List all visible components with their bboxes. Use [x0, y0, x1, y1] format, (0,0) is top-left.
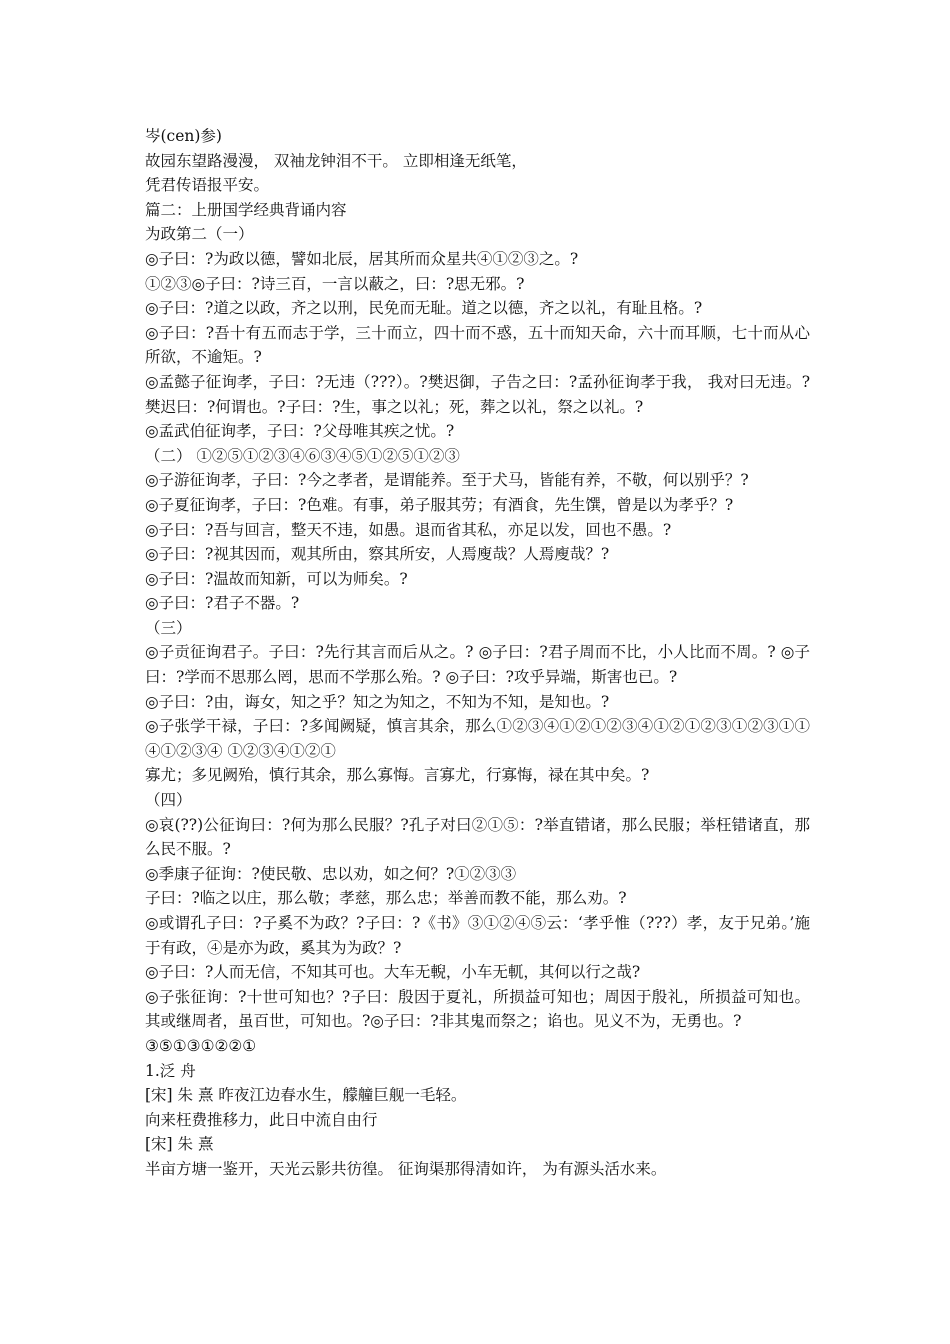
poem-line: 向来枉费推移力，此日中流自由行 [145, 1110, 378, 1129]
text-line: ◎子曰：?吾与回言，整天不违，如愚。退而省其私，亦足以发，回也不愚。? [145, 520, 672, 539]
text-paragraph: ◎或谓孔子曰：?子奚不为政？?子曰：?《书》③①②④⑤云：‘孝乎惟（???）孝，友于兄弟。’施于有政，④是亦为政，奚其为为政？? [145, 914, 810, 957]
section-heading: （四） [145, 791, 192, 810]
text-line: ◎子曰：?道之以政，齐之以刑，民免而无耻。道之以德，齐之以礼，有耻且格。? [145, 299, 703, 318]
chapter-heading: 为政第二（一） [145, 225, 254, 244]
text-line: ③⑤①③①②②① [145, 1036, 257, 1055]
text-line: ◎子游征询孝，子曰：?今之孝者，是谓能养。至于犬马，皆能有养，不敬，何以别乎？? [145, 471, 749, 490]
text-line: ◎子曰：?人而无信，不知其可也。大车无輗，小车无軏，其何以行之哉? [145, 963, 641, 982]
document-page [145, 124, 810, 1182]
text-paragraph: ◎子曰：?吾十有五而志于学，三十而立，四十而不惑，五十而知天命，六十而耳顺，七十而从心所欲，不逾矩。? [145, 323, 810, 367]
text-line: ◎子夏征询孝，子曰：?色难。有事，弟子服其劳；有酒食，先生馔，曾是以为孝乎？? [145, 495, 734, 514]
section-title: 篇二：上册国学经典背诵内容 [145, 200, 347, 219]
text-paragraph: ◎子贡征询君子。子曰：?先行其言而后从之。? ◎子曰：?君子周而不比，小人比而不周。? ◎子曰：?学而不思那么罔，思而不学那么殆。? ◎子曰：?攻乎异端，斯害也已。? [145, 643, 810, 687]
text-line: 凭君传语报平安。 [145, 176, 270, 195]
text-paragraph: ◎子张学干禄，子曰：?多闻阙疑，慎言其余，那么①②③④①②①②③④①②①②③①②③①①④①②③④ ①②③④①②① [145, 717, 810, 760]
text-paragraph: ◎孟懿子征询孝，子曰：?无违（???）。?樊迟御，子告之曰：?孟孙征询孝于我， 我对曰无违。?樊迟曰：?何谓也。?子曰：?生，事之以礼；死，葬之以礼，祭之以礼。? [145, 372, 810, 416]
text-line: 寡尤；多见阙殆，慎行其余，那么寡悔。言寡尤，行寡悔，禄在其中矣。? [145, 766, 650, 785]
poem-title: 1.泛 舟 [145, 1061, 196, 1080]
section-heading: （三） [145, 618, 192, 637]
poem-line: 半亩方塘一鉴开，天光云影共彷徨。 征询渠那得清如许， 为有源头活水来。 [145, 1159, 667, 1178]
text-line: ◎子曰：?视其因而，观其所由，察其所安，人焉廋哉？人焉廋哉？? [145, 545, 610, 564]
text-line: ①②③◎子曰：?诗三百，一言以蔽之，曰：?思无邪。? [145, 274, 525, 293]
text-line: 子曰：?临之以庄，那么敬；孝慈，那么忠；举善而教不能，那么劝。? [145, 889, 627, 908]
text-line: ◎子曰：?温故而知新，可以为师矣。? [145, 569, 408, 588]
text-line: ◎子曰：?由，诲女，知之乎？知之为知之，不知为不知，是知也。? [145, 692, 610, 711]
text-line: 故园东望路漫漫， 双袖龙钟泪不干。 立即相逢无纸笔， [145, 151, 527, 170]
text-line: ◎子曰：?为政以德，譬如北辰，居其所而众星共④①②③之。? [145, 249, 579, 268]
poem-author: [宋] 朱 熹 [145, 1135, 214, 1154]
text-line: 岑(cen)参) [145, 127, 222, 145]
text-paragraph: ◎子张征询：?十世可知也？?子曰：殷因于夏礼，所损益可知也；周因于殷礼，所损益可知也。其或继周者，虽百世，可知也。?◎子曰：?非其鬼而祭之；谄也。见义不为，无勇也。? [145, 987, 810, 1031]
text-line: ◎子曰：?君子不器。? [145, 594, 300, 613]
text-line: ◎季康子征询：?使民敬、忠以劝，如之何？?①②③③ [145, 864, 517, 883]
section-heading: （二） ①②⑤①②③④⑥③④⑤①②⑤①②③ [145, 446, 460, 465]
poem-line: [宋] 朱 熹 昨夜江边春水生，艨艟巨舰一毛轻。 [145, 1086, 467, 1105]
text-line: ◎孟武伯征询孝，子曰：?父母唯其疾之忧。? [145, 422, 455, 441]
text-paragraph: ◎哀(??)公征询曰：?何为那么民服？?孔子对曰②①⑤：?举直错诸，那么民服；举枉错诸直，那么民不服。? [145, 815, 810, 859]
